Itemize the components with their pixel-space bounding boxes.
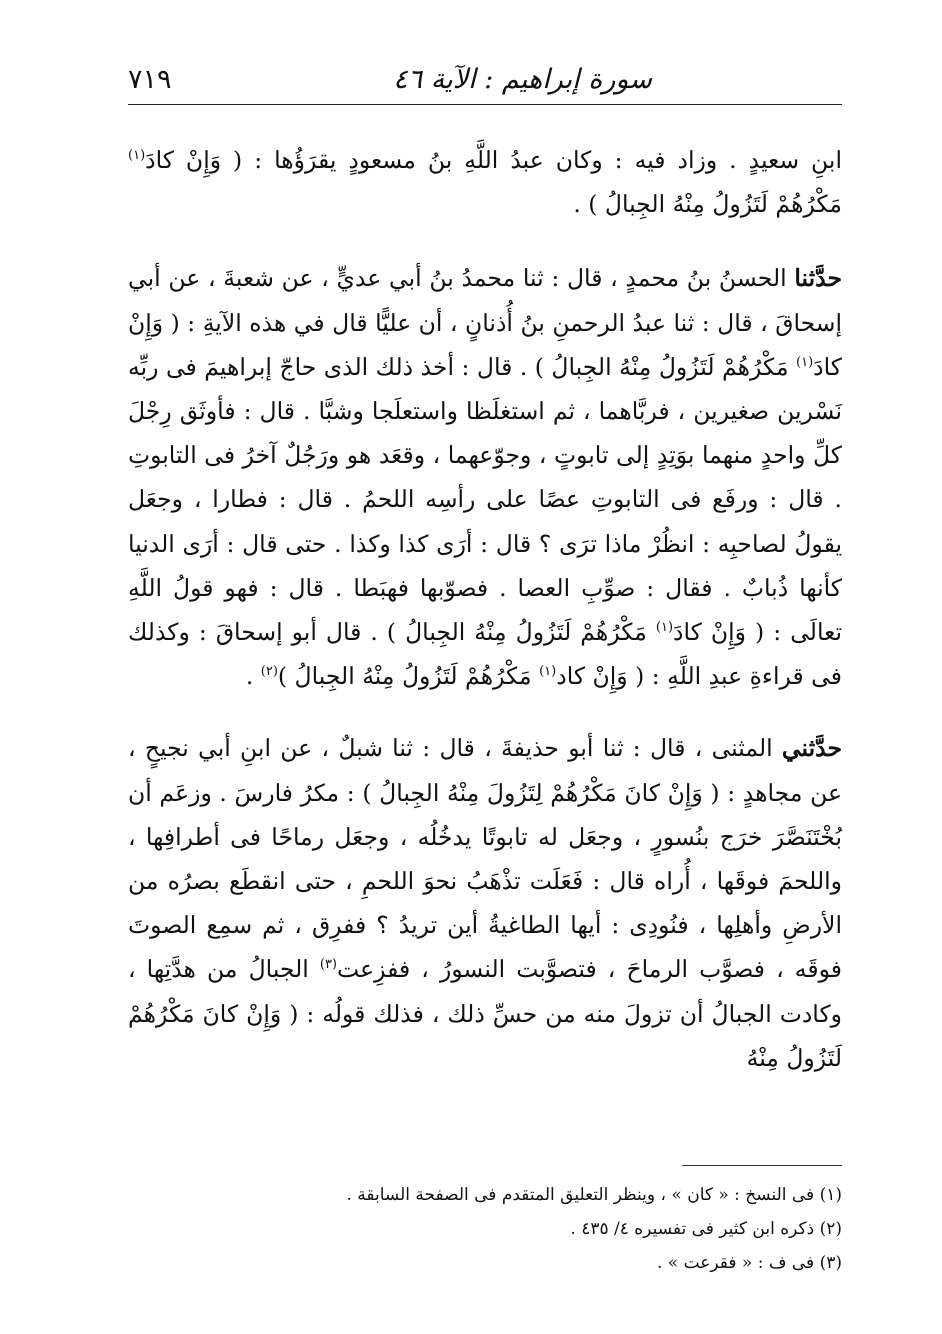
paragraph-2 [128,256,842,698]
paragraph-3 [128,726,842,1080]
footnote-2: (٢) ذكره ابن كثير فى تفسيره ٤/ ٤٣٥ . [570,1219,842,1239]
paragraph-1 [128,138,842,226]
paragraph-lead-word: حدَّثني [781,734,842,763]
page-number: ٧١٩ [128,64,172,95]
footnote-ref: (١) [655,620,674,636]
paragraph-text: المثنى ، قال : ثنا أبو حذيفةَ ، قال : ثنا شبلٌ ، عن ابنِ أبي نجيحٍ ، عن مجاهدٍ : ( وَإِنْ كانَ مَكْرُهُمْ لِتَزُولَ مِنْهُ الجِبالُ ) : مكرُ فارسَ . وزعَم أن بُخْتَنَصَّرَ خرَج بنُسورٍ ، وجعَل له تابوتًا يدخُلُه ، وجعَل رماحًا فى أطرافِها ، واللحمَ فوقَها ، أُراه قال : فَعَلَت تذْهَبُ نحوَ اللحمِ ، حتى انقطَع بصرُه من الأرضِ وأهلِها ، فنُودِى : أيها الطاغيةُ أين تريدُ ؟ ففرِق ، ثم سمِع الصوتَ فوقَه ، فصوَّب الرماحَ ، فتصوَّبت النسورُ ، ففزِعت [128,734,842,984]
header-divider [128,104,842,105]
footnote-ref: (٢) [260,664,278,680]
footnote-ref: (١) [128,148,146,164]
page-header [128,58,842,102]
paragraph-text: مَكْرُهُمْ لَتَزُولُ مِنْهُ الجِبالُ ) . قال أبو إسحاقَ : وكذلك فى قراءةِ عبدِ اللَّهِ : ( وَإِنْ كاد [128,618,842,691]
paragraph-text: مَكْرُهُمْ لَتَزُولُ مِنْهُ الجِبالُ ) . [573,190,842,219]
footnote-ref: (١) [539,664,557,680]
footnote-ref: (١) [796,354,814,370]
paragraph-text: الحسنُ بنُ محمدٍ ، قال : ثنا محمدُ بنُ أبي عديٍّ ، عن شعبةَ ، عن أبي إسحاقَ ، قال : ثنا عبدُ الرحمنِ بنُ أُذنانٍ ، أن عليًّا قال في هذه الآيةِ : ( وَإِنْ كادَ [128,264,842,381]
paragraph-text: مَكْرُهُمْ لَتَزُولُ مِنْهُ الجِبالُ ) [277,662,540,691]
paragraph-text: الجبالُ من هدَّتِها ، وكادت الجبالُ أن تزولَ منه من حسِّ ذلك ، فذلك قولُه : ( وَإِنْ كانَ مَكْرُهُمْ لَتَزُولُ مِنْهُ [128,955,842,1072]
main-text [128,138,842,1108]
paragraph-text: ابنِ سعيدٍ . وزاد فيه : وكان عبدُ اللَّهِ بنُ مسعودٍ يقرَؤُها : ( وَإِنْ كادَ [145,146,842,174]
footnote-ref: (٣) [319,957,337,973]
running-title: سورة إبراهيم : الآية ٤٦ [393,64,652,95]
paragraph-text: مَكْرُهُمْ لَتَزُولُ مِنْهُ الجِبالُ ) . قال : أخذ ذلك الذى حاجّ إبراهيمَ فى ربِّه نَسْرين صغيرين ، فربَّاهما ، ثم استغلَظا واستعلَجا وشبَّا . قال : فأوثَق رِجْلَ كلِّ واحدٍ منهما بوَتِدٍ إلى تابوتٍ ، وجوّعهما ، وقعَد هو ورَجُلٌ آخرُ فى التابوتِ . قال : ورفَع فى التابوتِ عصًا على رأسِه اللحمُ . قال : فطارا ، وجعَل يقولُ لصاحبِه : انظُرْ ماذا ترَى ؟ قال : أرَى كذا وكذا . حتى قال : أرَى الدنيا كأنها ذُبابٌ . فقال : صوِّبِ العصا . فصوّبها فهبَطا . قال : فهو قولُ اللَّهِ تعالَى : ( وَإِنْ كادَ [128,352,843,647]
paragraph-text: . [245,662,261,691]
footnotes [128,1178,842,1280]
footnote-3: (٣) فى ف : « فقرعت » . [656,1253,842,1273]
footnote-divider [682,1165,842,1166]
paragraph-lead-word: حدَّثنا [794,264,842,293]
footnote-1: (١) فى النسخ : « كان » ، وينظر التعليق المتقدم فى الصفحة السابقة . [346,1185,842,1205]
